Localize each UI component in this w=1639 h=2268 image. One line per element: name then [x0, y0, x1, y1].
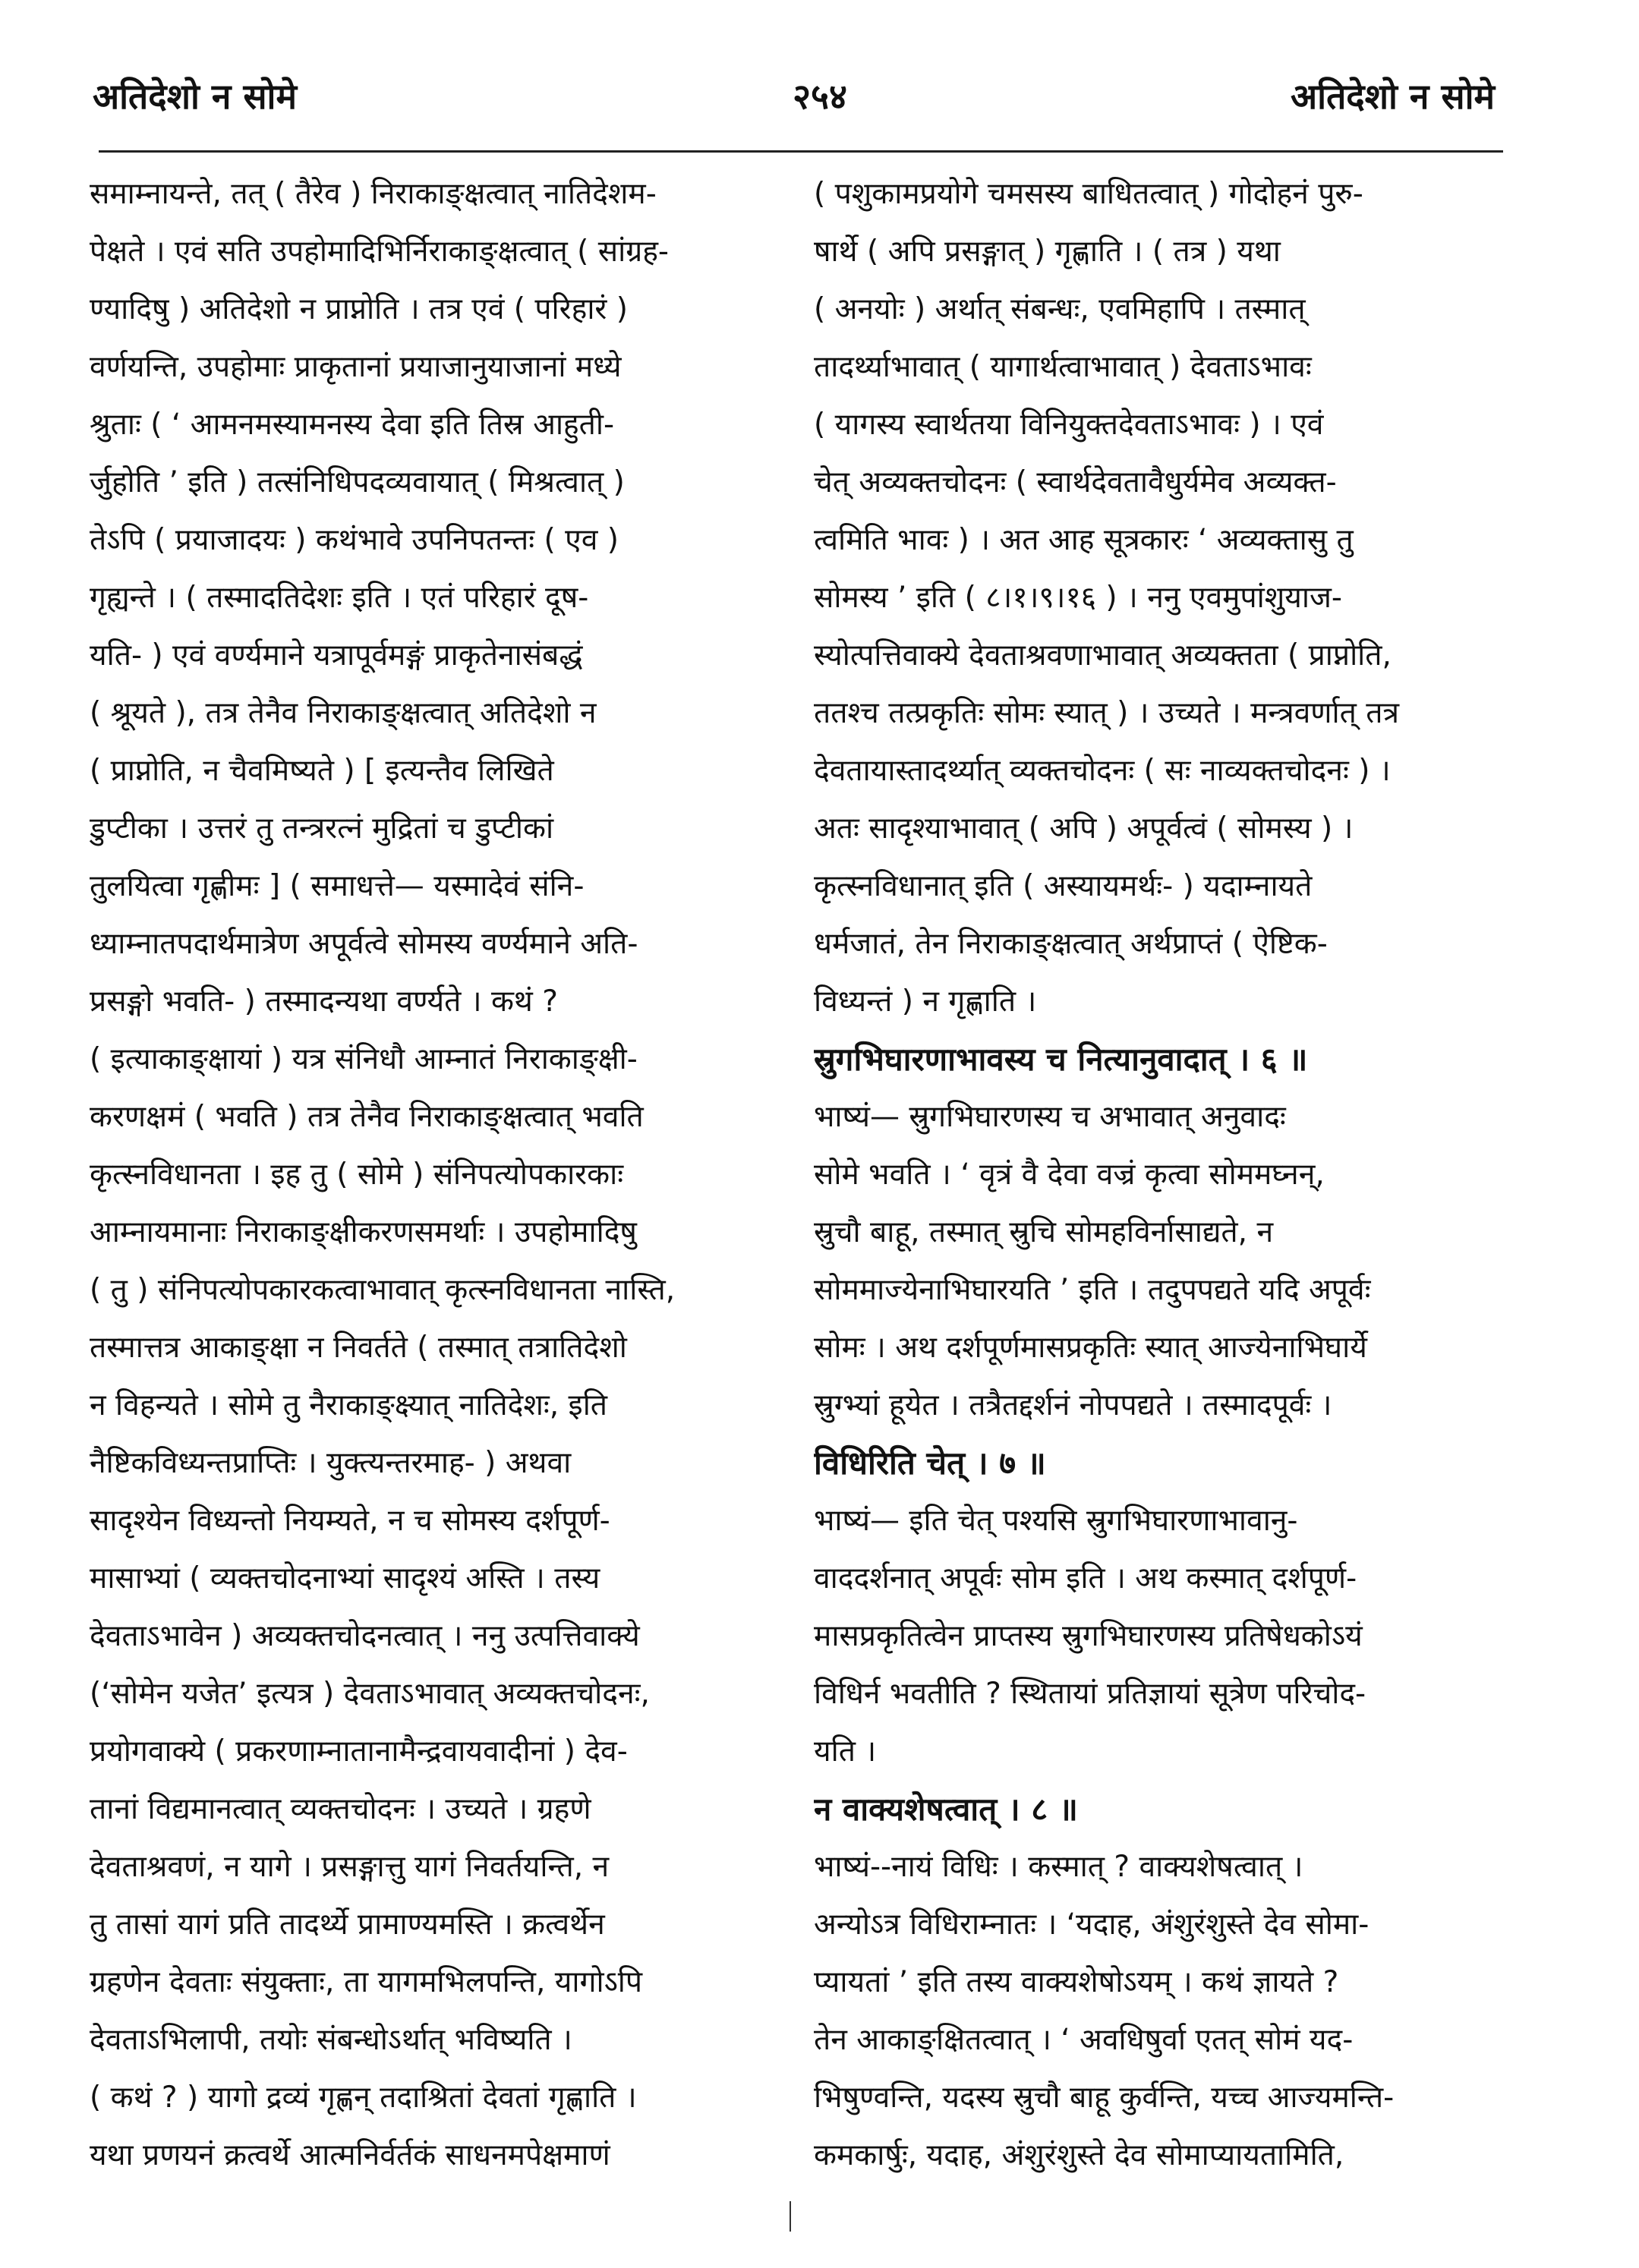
text-line: डुप्टीका । उत्तरं तु तन्त्ररत्नं मुद्रितां च डुप्टीकां: [90, 811, 554, 846]
text-line: अतः सादृश्याभावात् ( अपि ) अपूर्वत्वं ( सोमस्य ) ।: [814, 811, 1354, 846]
column-divider: [790, 2201, 791, 2232]
text-line: ( पशुकामप्रयोगे चमसस्य बाधितत्वात् ) गोदोहनं पुरु-: [814, 177, 1363, 211]
text-line: यति- ) एवं वर्ण्यमाने यत्रापूर्वमङ्गं प्राकृतेनासंबद्धं: [90, 638, 583, 673]
text-line: त्वमिति भावः ) । अत आह सूत्रकारः ‘ अव्यक्तासु तु: [814, 523, 1354, 557]
text-line: सोमस्य ’ इति ( ८।१।९।१६ ) । ननु एवमुपांशुयाज-: [814, 581, 1342, 615]
text-line: भिषुण्वन्ति, यदस्य स्रुचौ बाहू कुर्वन्ति, यच्च आज्यमन्ति-: [814, 2081, 1395, 2115]
text-line: करणक्षमं ( भवति ) तत्र तेनैव निराकाङ्क्षत्वात् भवति: [90, 1100, 644, 1134]
text-line: प्यायतां ’ इति तस्य वाक्यशेषोऽयम् । कथं ज्ञायते ?: [814, 1965, 1339, 1999]
text-line: यति ।: [814, 1734, 877, 1769]
text-line: ( कथं ? ) यागो द्रव्यं गृह्णन् तदाश्रितां देवतां गृह्णाति ।: [90, 2081, 637, 2115]
text-line: देवताऽभावेन ) अव्यक्तचोदनत्वात् । ननु उत्पत्तिवाक्ये: [90, 1619, 640, 1653]
text-line: मासाभ्यां ( व्यक्तचोदनाभ्यां सादृश्यं अस्ति । तस्य: [90, 1561, 600, 1595]
text-line: वर्णयन्ति, उपहोमाः प्राकृतानां प्रयाजानुयाजानां मध्ये: [90, 350, 622, 384]
running-header-right: अतिदेशो न सोमे: [1291, 76, 1495, 117]
text-line: नैष्टिकविध्यन्तप्राप्तिः । युक्त्यन्तरमाह- ) अथवा: [90, 1446, 572, 1480]
text-line: तुलयित्वा गृह्णीमः ] ( समाधत्ते— यस्मादेवं संनि-: [90, 869, 585, 903]
text-line: गृह्यन्ते । ( तस्मादतिदेशः इति । एतं परिहारं दूष-: [90, 581, 589, 615]
text-line: ( तु ) संनिपत्योपकारकत्वाभावात् कृत्स्नविधानता नास्ति,: [90, 1273, 676, 1307]
text-line: ण्यादिषु ) अतिदेशो न प्राप्नोति । तत्र एवं ( परिहारं ): [90, 292, 628, 326]
text-line: कृत्स्नविधानात् इति ( अस्यायमर्थः- ) यदाम्नायते: [814, 869, 1313, 903]
text-line: भाष्यं— इति चेत् पश्यसि स्रुगभिघारणाभावानु-: [814, 1504, 1298, 1538]
text-line: अन्योऽत्र विधिराम्नातः । ‘यदाह, अंशुरंशुस्ते देव सोमा-: [814, 1907, 1370, 1942]
text-line: स्रुचौ बाहू, तस्मात् स्रुचि सोमहविर्नासाद्यते, न: [814, 1215, 1274, 1249]
text-line: विध्यन्तं ) न गृह्णाति ।: [814, 984, 1037, 1019]
sutra-heading: स्रुगभिघारणाभावस्य च नित्यानुवादात् । ६ ॥: [814, 1041, 1308, 1078]
text-line: तानां विद्यमानत्वात् व्यक्तचोदनः । उच्यते । ग्रहणे: [90, 1792, 591, 1826]
text-line: र्जुहोति ’ इति ) तत्संनिधिपदव्यवायात् ( मिश्रत्वात् ): [90, 465, 625, 499]
text-line: तेऽपि ( प्रयाजादयः ) कथंभावे उपनिपतन्तः ( एव ): [90, 523, 619, 557]
text-line: श्रुताः ( ‘ आमनमस्यामनस्य देवा इति तिस्र आहुती-: [90, 408, 615, 442]
text-line: सोममाज्येनाभिघारयति ’ इति । तदुपपद्यते यदि अपूर्वः: [814, 1273, 1371, 1307]
right-column: [814, 165, 1489, 2185]
sutra-heading: विधिरिति चेत् । ७ ॥: [814, 1444, 1046, 1482]
sutra-heading: न वाक्यशेषत्वात् । ८ ॥: [814, 1791, 1078, 1828]
running-header-left: अतिदेशो न सोमे: [93, 76, 297, 117]
text-line: तादर्थ्याभावात् ( यागार्थत्वाभावात् ) देवताऽभावः: [814, 350, 1312, 384]
text-line: स्रुग्भ्यां हूयेत । तत्रैतद्दर्शनं नोपपद्यते । तस्मादपूर्वः ।: [814, 1388, 1332, 1422]
text-line: पेक्षते । एवं सति उपहोमादिभिर्निराकाङ्क्षत्वात् ( सांग्रह-: [90, 235, 670, 269]
text-line: वाददर्शनात् अपूर्वः सोम इति । अथ कस्मात् दर्शपूर्ण-: [814, 1561, 1357, 1595]
text-line: न विहन्यते । सोमे तु नैराकाङ्क्ष्यात् नातिदेशः, इति: [90, 1388, 608, 1422]
header-rule: [99, 150, 1503, 153]
text-line: प्रसङ्गो भवति- ) तस्मादन्यथा वर्ण्यते । कथं ?: [90, 984, 558, 1019]
text-line: षार्थे ( अपि प्रसङ्गात् ) गृह्णाति । ( तत्र ) यथा: [814, 235, 1281, 269]
text-line: ग्रहणेन देवताः संयुक्ताः, ता यागमभिलपन्ति, यागोऽपि: [90, 1965, 643, 1999]
text-line: तेन आकाङ्क्षितत्वात् । ‘ अवधिषुर्वा एतत् सोमं यद-: [814, 2023, 1354, 2057]
text-line: धर्मजातं, तेन निराकाङ्क्षत्वात् अर्थप्राप्तं ( ऐष्टिक-: [814, 927, 1328, 961]
page-number: २५४: [793, 76, 847, 117]
text-line: ध्याम्नातपदार्थमात्रेण अपूर्वत्वे सोमस्य वर्ण्यमाने अति-: [90, 927, 638, 961]
text-line: देवताश्रवणं, न यागे । प्रसङ्गात्तु यागं निवर्तयन्ति, न: [90, 1850, 610, 1884]
text-line: स्योत्पत्तिवाक्ये देवताश्रवणाभावात् अव्यक्तता ( प्राप्नोति,: [814, 638, 1392, 673]
text-line: ( अनयोः ) अर्थात् संबन्धः, एवमिहापि । तस्मात्: [814, 292, 1306, 326]
text-line: सादृश्येन विध्यन्तो नियम्यते, न च सोमस्य दर्शपूर्ण-: [90, 1504, 610, 1538]
text-line: कमकार्षुः, यदाह, अंशुरंशुस्ते देव सोमाप्यायतामिति,: [814, 2138, 1344, 2172]
text-line: विधिर्न भवतीति ? स्थितायां प्रतिज्ञायां सूत्रेण परिचोद-: [814, 1677, 1366, 1711]
text-line: (‘सोमेन यजेत’ इत्यत्र ) देवताऽभावात् अव्यक्तचोदनः,: [90, 1677, 650, 1711]
text-line: आम्नायमानाः निराकाङ्क्षीकरणसमर्थाः । उपहोमादिषु: [90, 1215, 637, 1249]
left-column: [90, 165, 777, 2185]
text-line: भाष्यं--नायं विधिः । कस्मात् ? वाक्यशेषत्वात् ।: [814, 1850, 1303, 1884]
text-line: भाष्यं— स्रुगभिघारणस्य च अभावात् अनुवादः: [814, 1100, 1286, 1134]
text-line: ततश्च तत्प्रकृतिः सोमः स्यात् ) । उच्यते । मन्त्रवर्णात् तत्र: [814, 696, 1399, 730]
text-line: ( श्रूयते ), तत्र तेनैव निराकाङ्क्षत्वात् अतिदेशो न: [90, 696, 597, 730]
text-line: तु तासां यागं प्रति तादर्थ्ये प्रामाण्यमस्ति । क्रत्वर्थेन: [90, 1907, 605, 1942]
text-line: देवतायास्तादर्थ्यात् व्यक्तचोदनः ( सः नाव्यक्तचोदनः ) ।: [814, 754, 1391, 788]
text-line: देवताऽभिलापी, तयोः संबन्धोऽर्थात् भविष्यति ।: [90, 2023, 572, 2057]
text-line: तस्मात्तत्र आकाङ्क्षा न निवर्तते ( तस्मात् तत्रातिदेशो: [90, 1331, 627, 1365]
text-line: ( प्राप्नोति, न चैवमिष्यते ) [ इत्यन्तैव लिखिते: [90, 754, 554, 788]
text-line: ( इत्याकाङ्क्षायां ) यत्र संनिधौ आम्नातं निराकाङ्क्षी-: [90, 1042, 638, 1076]
text-line: कृत्स्नविधानता । इह तु ( सोमे ) संनिपत्योपकारकाः: [90, 1158, 624, 1192]
text-line: ( यागस्य स्वार्थतया विनियुक्तदेवताऽभावः ) । एवं: [814, 408, 1324, 442]
text-line: चेत् अव्यक्तचोदनः ( स्वार्थदेवतावैधुर्यमेव अव्यक्त-: [814, 465, 1337, 499]
text-line: मासप्रकृतित्वेन प्राप्तस्य स्रुगभिघारणस्य प्रतिषेधकोऽयं: [814, 1619, 1363, 1653]
text-line: यथा प्रणयनं क्रत्वर्थे आत्मनिर्वर्तकं साधनमपेक्षमाणं: [90, 2138, 610, 2172]
text-line: प्रयोगवाक्ये ( प्रकरणाम्नातानामैन्द्रवायवादीनां ) देव-: [90, 1734, 628, 1769]
text-line: सोमे भवति । ‘ वृत्रं वै देवा वज्रं कृत्वा सोममघ्नन्,: [814, 1158, 1325, 1192]
text-line: सोमः । अथ दर्शपूर्णमासप्रकृतिः स्यात् आज्येनाभिघार्ये: [814, 1331, 1367, 1365]
text-line: समाम्नायन्ते, तत् ( तैरेव ) निराकाङ्क्षत्वात् नातिदेशम-: [90, 177, 657, 211]
